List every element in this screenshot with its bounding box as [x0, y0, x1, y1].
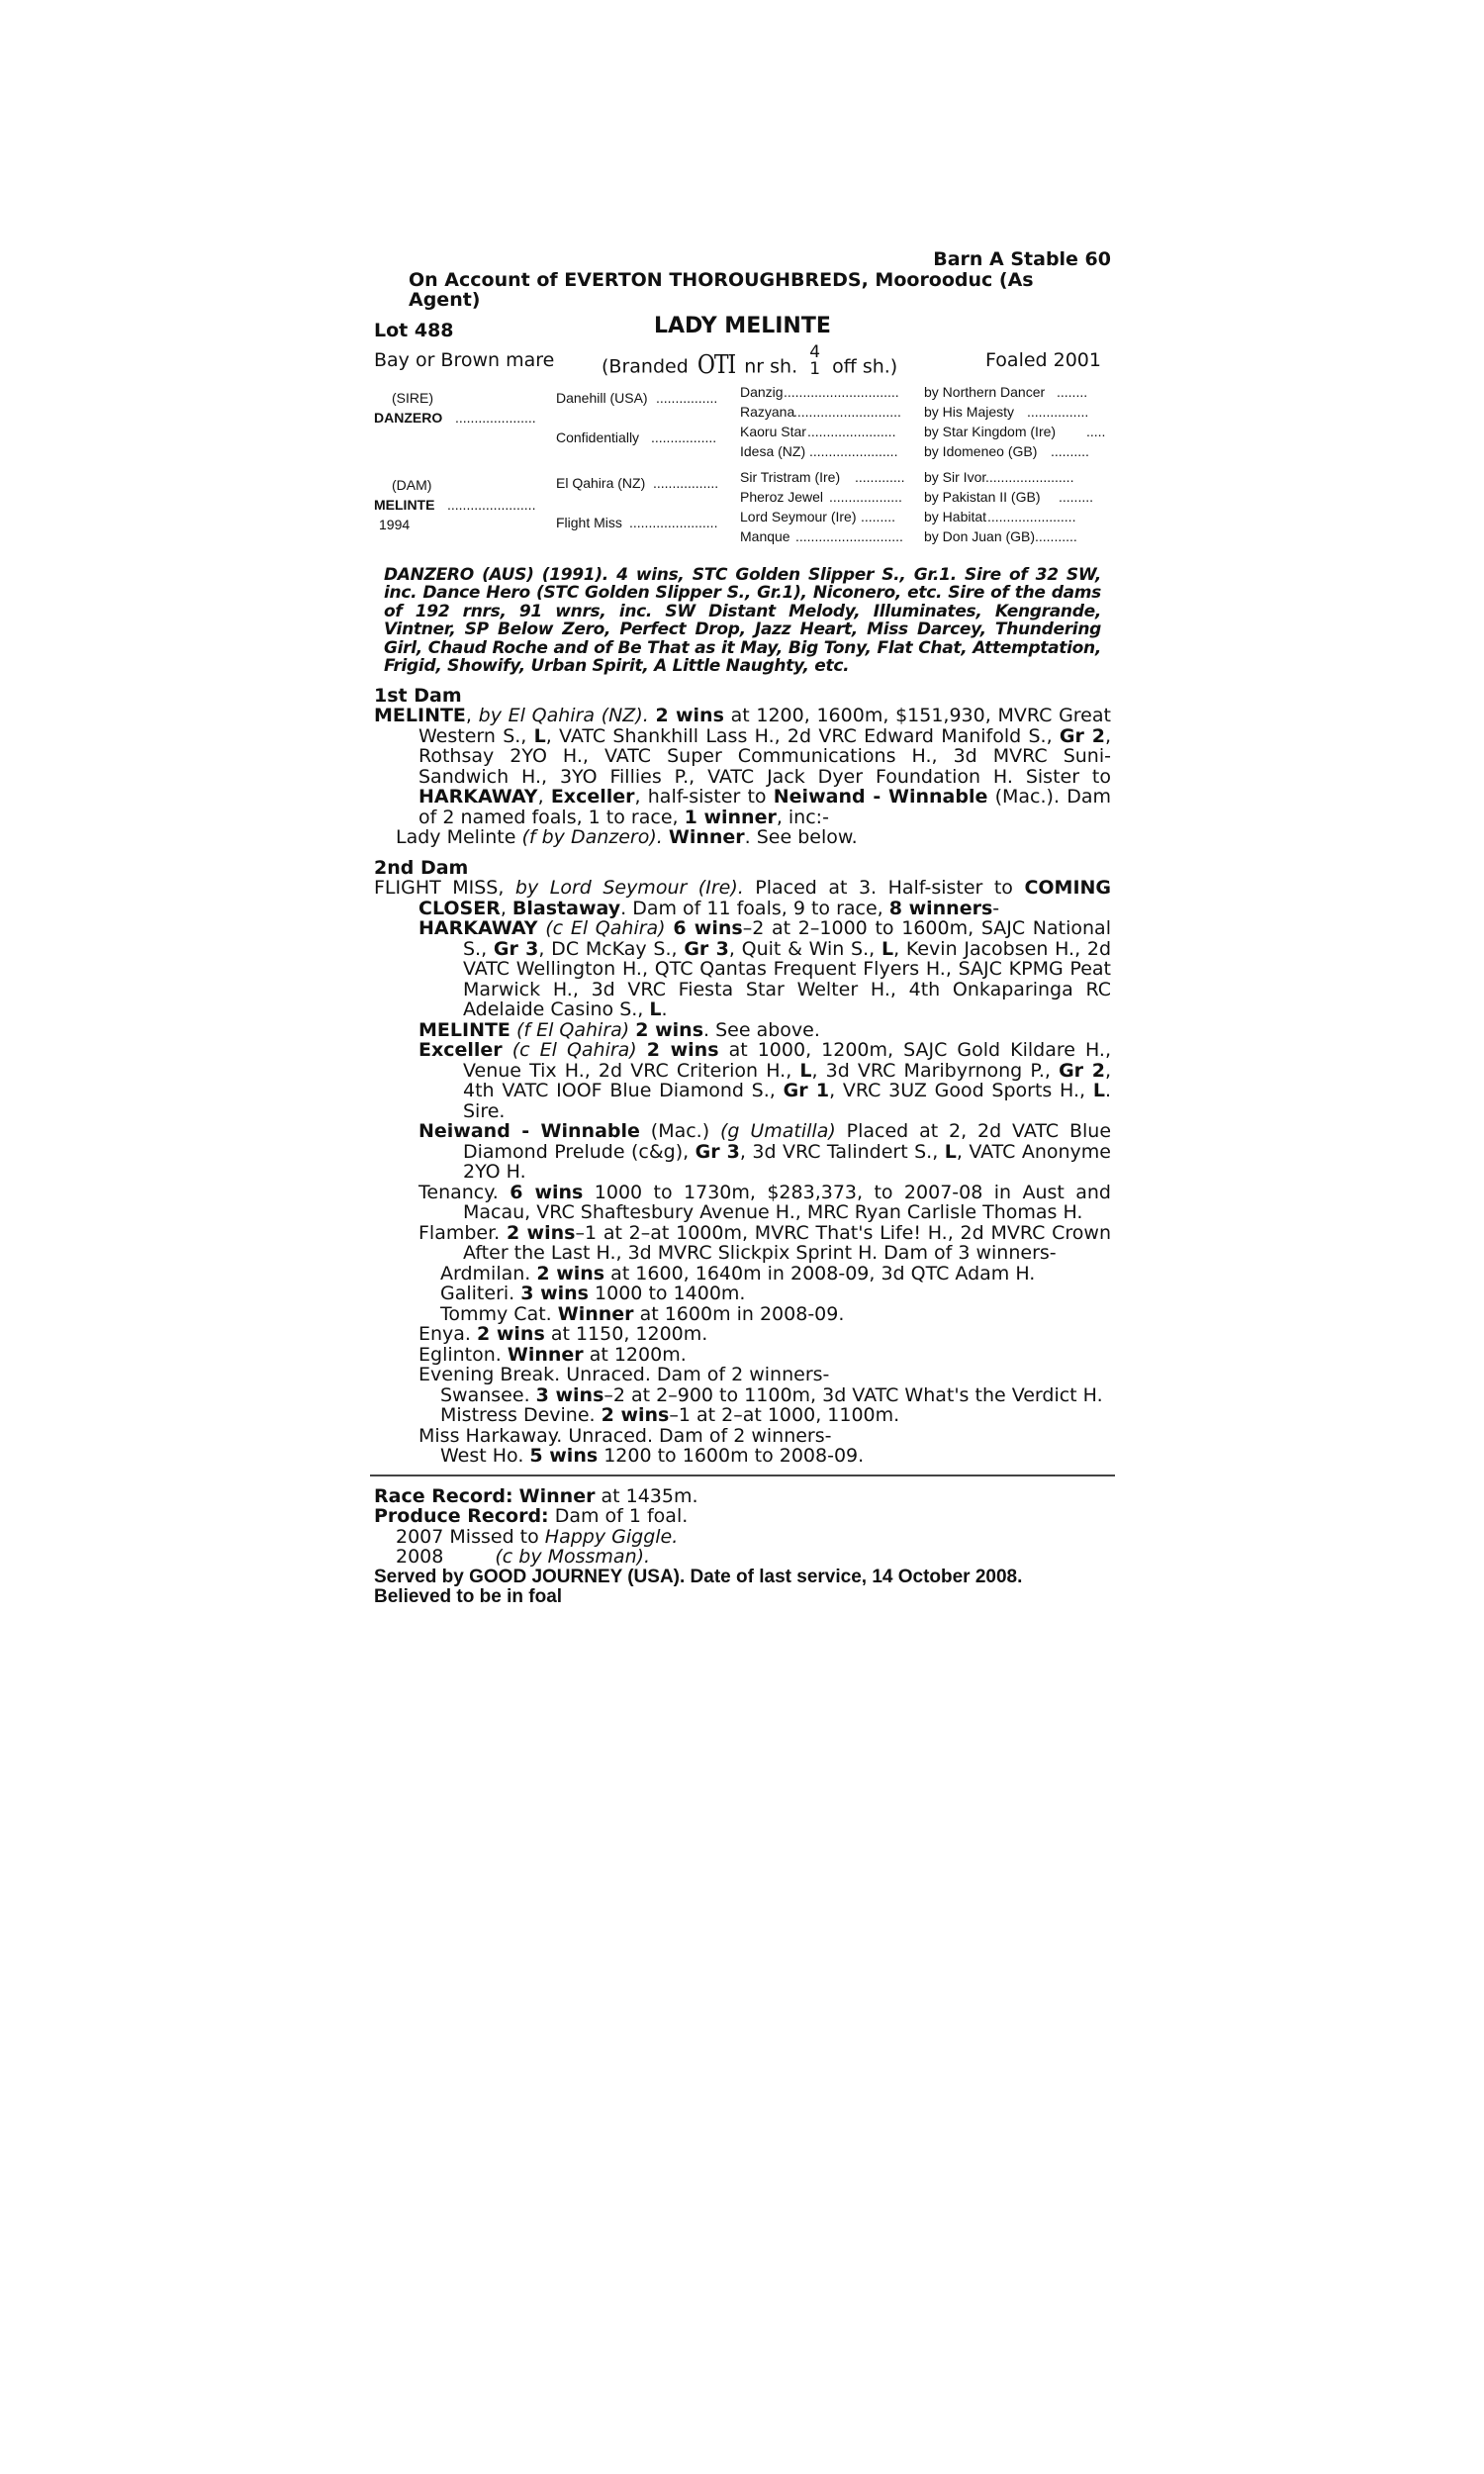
text: , VRC 3UZ Good Sports H., [829, 1080, 1086, 1101]
progeny-enya [374, 1324, 1111, 1345]
produce-2007 [374, 1527, 1111, 1548]
text: at 1000, 1200m, SAJC Gold Kildare H., Venue Tix H., 2d VRC Criterion H., [463, 1039, 1111, 1082]
text: –1 at 2–at 1000, 1100m. [669, 1404, 900, 1426]
foal-sire: (f by Danzero). [521, 826, 663, 848]
progeny-evening-break: Evening Break. Unraced. Dam of 2 winners- [418, 1364, 830, 1385]
group-mark: Gr 3 [493, 937, 539, 960]
gen4-6-dots: ......... [1059, 488, 1094, 505]
gen4-1: by Northern Dancer [924, 383, 1046, 400]
group-mark: Gr 3 [684, 937, 729, 960]
brand-prefix: (Branded [602, 355, 689, 377]
foaled-year: Foaled 2001 [985, 348, 1101, 371]
pedigree-table [374, 382, 1111, 556]
gen4-8-dots: ........... [1035, 527, 1077, 544]
text: 1200 to 1600m to 2008-09. [603, 1445, 865, 1467]
progeny-neiwand [374, 1121, 1111, 1183]
listed-mark: L [649, 999, 662, 1020]
progeny-wins: Winner [557, 1302, 634, 1325]
gen2-1-dots: ................ [656, 389, 718, 406]
sibling-name: Blastaway [511, 897, 621, 919]
progeny-wins: 2 wins [601, 1404, 670, 1426]
progeny-wins: 6 wins [510, 1181, 584, 1203]
produce-record [374, 1506, 1111, 1527]
text: Dam of 1 foal. [554, 1505, 689, 1527]
text: , [537, 786, 544, 808]
gen2-2-dots: ................. [651, 428, 717, 445]
progeny-sire: (c El Qahira) [545, 917, 666, 939]
gen4-4: by Idomeneo (GB) [924, 442, 1038, 459]
race-record [374, 1486, 1111, 1507]
group-mark: Gr 2 [1059, 1059, 1105, 1082]
race-record-label: Race Record: [374, 1484, 513, 1507]
progeny-flamber [374, 1223, 1111, 1264]
progeny-wins: 2 wins [536, 1262, 605, 1285]
brand-fraction [809, 341, 821, 379]
text: Placed at 3. Half-sister to [755, 877, 1013, 899]
text: . Dam of 11 foals, 9 to race, [620, 897, 883, 919]
first-dam-entry: MELINTE, by El Qahira (NZ). 2 wins at 1200, 1600m, $151,930, MVRC Great Western S., L, VATC Shankhill Lass H., 2d VRC Edward Manifold S., Gr 2, Rothsay 2YO H., VATC Super Communications H., 3d MVRC Suni-Sandwich H., 3YO Fillies P., VATC Jack Dyer Foundation H. Sister to HARKAWAY, Exceller, half-sister to Neiwand - Winnable (Mac.). Dam of 2 named foals, 1 to race, 1 winner, inc:- [374, 705, 1111, 828]
text: Placed at 2, 2d VATC Blue Diamond Prelude (c&g), [463, 1120, 1112, 1163]
listed-mark: L [944, 1140, 957, 1163]
listed-mark: L [799, 1059, 812, 1082]
barn-location: Barn A Stable 60 [933, 248, 1111, 270]
gen3-2-dots: ............................ [793, 403, 901, 420]
gen3-8: Manque [740, 527, 790, 544]
sire-dots: ..................... [455, 409, 536, 426]
gen3-2: Razyana [740, 403, 795, 420]
progeny-name: Mistress Devine. [440, 1404, 596, 1426]
service-info: Served by GOOD JOURNEY (USA). Date of last service, 14 October 2008. [374, 1566, 1023, 1587]
sibling-name: Exceller [550, 786, 635, 808]
sibling-name: COMING CLOSER [418, 877, 1112, 919]
text: at 1150, 1200m. [550, 1323, 708, 1345]
group-mark: Gr 3 [695, 1140, 740, 1163]
second-dam-name: FLIGHT MISS, [374, 877, 505, 899]
gen4-5: by Sir Ivor [924, 468, 987, 485]
text: Missed to [449, 1525, 539, 1548]
text: , VATC Shankhill Lass H., 2d VRC Edward Manifold S., [545, 724, 1053, 747]
text: , DC McKay S., [538, 937, 678, 960]
foal-result: Winner [668, 826, 745, 848]
gen2-3-dots: ................. [653, 474, 719, 491]
progeny-wins: 2 wins [507, 1221, 576, 1244]
text: , 3d VRC Maribyrnong P., [811, 1059, 1051, 1082]
progeny-sire: (f El Qahira) [515, 1018, 630, 1041]
second-dam-entry [374, 878, 1111, 918]
first-dam-sire: by El Qahira (NZ). [478, 705, 649, 726]
brand-denominator: 1 [809, 358, 821, 379]
second-dam-heading: 2nd Dam [374, 856, 469, 879]
text: , Quit & Win S., [728, 937, 876, 960]
foal-status: Believed to be in foal [374, 1586, 563, 1607]
progeny-name: HARKAWAY [418, 917, 538, 939]
text: . See above. [703, 1018, 820, 1041]
race-record-result: Winner [518, 1484, 596, 1507]
gen4-3: by Star Kingdom (Ire) [924, 423, 1057, 439]
produce-record-label: Produce Record: [374, 1505, 549, 1527]
progeny-wins: 2 wins [646, 1039, 719, 1061]
grandprogeny-galiteri [374, 1284, 1111, 1304]
text: - [992, 897, 1000, 919]
sibling-name: Neiwand - Winnable [773, 786, 988, 808]
first-dam-foal [374, 827, 1111, 848]
text: , Kevin Jacobsen H., 2d VATC Wellington H., QTC Qantas Frequent Flyers H., SAJC KPMG Peat Marwick H., 3d VRC Fiesta Star Welter H., 4th Onkaparinga RC Adelaide Casino S., [463, 937, 1112, 1020]
text: –1 at 2–at 1000m, MVRC That's Life! H., 2d MVRC Crown After the Last H., 3d MVRC Slickpix Sprint H. Dam of 3 winners- [463, 1221, 1111, 1264]
dam-dots: ....................... [447, 496, 536, 513]
text: at 1200m. [589, 1343, 687, 1366]
gen4-1-dots: ........ [1057, 383, 1088, 400]
text: 1000 to 1400m. [595, 1283, 746, 1304]
progeny-wins: 6 wins [673, 917, 743, 939]
second-dam-sire: by Lord Seymour (Ire). [514, 877, 744, 899]
produce-2008 [374, 1547, 1111, 1568]
gen4-8: by Don Juan (GB) [924, 527, 1036, 544]
horse-sex-colour: Bay or Brown mare [374, 348, 555, 371]
gen4-4-dots: .......... [1051, 442, 1089, 459]
progeny-name: West Ho. [440, 1445, 524, 1467]
progeny-melinte [374, 1020, 1111, 1041]
sire-summary: DANZERO (AUS) (1991). 4 wins, STC Golden Slipper S., Gr.1. Sire of 32 SW, inc. Dance Hero (STC Golden Slipper S., Gr.1), Niconero, etc. Sire of the dams of 192 rnrs, 91 wnrs, inc. SW Distant Melody, Illuminates, Kengrande, Vintner, SP Below Zero, Perfect Drop, Jazz Heart, Miss Darcey, Thundering Girl, Chaud Roche and of Be That as it May, Big Tony, Flat Chat, Attemptation, Frigid, Showify, Urban Spirit, A Little Naughty, etc. [384, 564, 1101, 676]
brand-description [602, 341, 898, 384]
text: , 3d VRC Talindert S., [739, 1140, 939, 1163]
progeny-name: Galiteri. [440, 1283, 515, 1304]
produce-sire: (c by Mossman). [495, 1546, 651, 1568]
progeny-sire: (g Umatilla) [720, 1120, 836, 1142]
progeny-name: Exceller [418, 1039, 503, 1061]
text: at 1435m. [601, 1484, 698, 1507]
gen3-5: Sir Tristram (Ire) [740, 468, 841, 485]
progeny-wins: 3 wins [535, 1383, 604, 1406]
gen3-4: Idesa (NZ) [740, 442, 806, 459]
text: at 1200, 1600m, $151,930, MVRC Great Western S., [418, 705, 1111, 747]
listed-mark: L [1092, 1080, 1105, 1101]
progeny-exceller [374, 1040, 1111, 1121]
progeny-name: Tommy Cat. [440, 1302, 552, 1325]
text: (Mac.) [650, 1120, 710, 1142]
text: , inc:- [776, 806, 829, 828]
horse-name: LADY MELINTE [654, 313, 831, 338]
text: (Mac.). Dam of 2 named foals, 1 to race, [418, 786, 1111, 828]
grandprogeny-ardmilan [374, 1264, 1111, 1285]
gen4-3-dots: ..... [1086, 423, 1106, 439]
description-row [374, 341, 1111, 381]
progeny-harkaway [374, 918, 1111, 1020]
gen3-6: Pheroz Jewel [740, 488, 824, 505]
produce-year: 2007 [396, 1525, 444, 1548]
first-dam-wins: 2 wins [655, 705, 724, 726]
lot-row [374, 313, 1111, 344]
dam-name: MELINTE [374, 496, 435, 513]
grandprogeny-west-ho [374, 1446, 1111, 1467]
text: . Sire. [463, 1080, 1111, 1122]
gen3-1-dots: .............................. [784, 383, 899, 400]
first-dam-heading: 1st Dam [374, 684, 462, 707]
progeny-wins: 3 wins [520, 1283, 589, 1304]
brand-mid: nr sh. [744, 355, 798, 377]
gen2-1: Danehill (USA) [556, 389, 648, 406]
text: , VATC Anonyme 2YO H. [463, 1140, 1111, 1183]
gen2-2: Confidentially [556, 428, 640, 445]
section-divider [370, 1475, 1115, 1476]
text: , [500, 897, 507, 919]
gen4-7-dots: ....................... [987, 508, 1076, 524]
sibling-name: HARKAWAY [418, 786, 538, 808]
lot-number: Lot 488 [374, 319, 454, 341]
text: –2 at 2–900 to 1100m, 3d VATC What's the Verdict H. [603, 1383, 1103, 1406]
produce-year: 2008 [396, 1546, 444, 1568]
gen2-4-dots: ....................... [629, 514, 718, 530]
catalogue-page [374, 249, 1111, 1608]
gen3-5-dots: ............. [855, 468, 905, 485]
text: at 1600, 1640m in 2008-09, 3d QTC Adam H. [610, 1262, 1036, 1285]
winner-count: 8 winners [888, 897, 993, 919]
produce-sire: Happy Giggle. [544, 1525, 679, 1548]
gen3-7: Lord Seymour (Ire) [740, 508, 857, 524]
progeny-name: Swansee. [440, 1383, 530, 1406]
progeny-name: Eglinton. [418, 1343, 502, 1366]
first-dam-name: MELINTE [374, 705, 466, 726]
gen3-6-dots: ................... [829, 488, 902, 505]
vendor-account: On Account of EVERTON THOROUGHBREDS, Moorooduc (As Agent) [409, 268, 1034, 311]
foal-name: Lady Melinte [396, 826, 516, 848]
grandprogeny-swansee [374, 1385, 1111, 1406]
text: . [661, 999, 668, 1020]
progeny-name: MELINTE [418, 1018, 510, 1041]
gen3-7-dots: ......... [861, 508, 896, 524]
grandprogeny-tommy-cat [374, 1304, 1111, 1325]
winner-count: 1 winner [684, 806, 777, 828]
progeny-tenancy [374, 1183, 1111, 1223]
text: , Rothsay 2YO H., VATC Super Communications H., 3d MVRC Suni-Sandwich H., 3YO Fillies P., VATC Jack Dyer Foundation H. Sister to [418, 724, 1111, 788]
gen3-3: Kaoru Star [740, 423, 806, 439]
grandprogeny-mistress-devine [374, 1405, 1111, 1426]
gen4-6: by Pakistan II (GB) [924, 488, 1041, 505]
text: at 1600m in 2008-09. [639, 1302, 845, 1325]
gen2-3: El Qahira (NZ) [556, 474, 646, 491]
text: 1000 to 1730m, $283,373, to 2007-08 in Aust and Macau, VRC Shaftesbury Avenue H., MRC Ryan Carlisle Thomas H. [463, 1181, 1111, 1223]
text: , half-sister to [634, 786, 767, 808]
listed-mark: L [881, 937, 894, 960]
progeny-miss-harkaway: Miss Harkaway. Unraced. Dam of 2 winners- [418, 1424, 832, 1447]
progeny-sire: (c El Qahira) [511, 1039, 637, 1061]
progeny-name: Neiwand - Winnable [418, 1120, 640, 1142]
text: –2 at 2–1000 to 1600m, SAJC National S., [463, 917, 1111, 960]
gen3-3-dots: ....................... [807, 423, 896, 439]
progeny-wins: 2 wins [635, 1018, 704, 1041]
gen2-4: Flight Miss [556, 514, 622, 530]
dam-year: 1994 [379, 516, 411, 532]
group-mark: Gr 2 [1059, 724, 1105, 747]
gen4-2-dots: ................ [1027, 403, 1089, 420]
gen3-1: Danzig [740, 383, 784, 400]
progeny-wins: 2 wins [477, 1323, 545, 1345]
gen4-5-dots: ....................... [985, 468, 1074, 485]
group-mark: Gr 1 [783, 1080, 830, 1101]
brand-mark: OTI [696, 350, 736, 381]
listed-mark: L [533, 724, 546, 747]
progeny-eglinton [374, 1345, 1111, 1366]
brand-suffix: off sh.) [832, 355, 898, 377]
gen4-7: by Habitat [924, 508, 987, 524]
progeny-name: Enya. [418, 1323, 471, 1345]
gen3-4-dots: ....................... [809, 442, 898, 459]
progeny-name: Tenancy. [418, 1181, 499, 1203]
dam-label: (DAM) [392, 476, 432, 493]
text: . See below. [744, 826, 858, 848]
text: , 4th VATC IOOF Blue Diamond S., [463, 1059, 1111, 1101]
sire-name: DANZERO [374, 409, 443, 426]
progeny-name: Flamber. [418, 1221, 501, 1244]
progeny-wins: Winner [507, 1343, 584, 1366]
sire-label: (SIRE) [392, 389, 433, 406]
gen4-2: by His Majesty [924, 403, 1015, 420]
progeny-wins: 5 wins [529, 1445, 599, 1467]
brand-numerator: 4 [809, 341, 821, 362]
progeny-name: Ardmilan. [440, 1262, 531, 1285]
gen3-8-dots: ............................ [795, 527, 903, 544]
